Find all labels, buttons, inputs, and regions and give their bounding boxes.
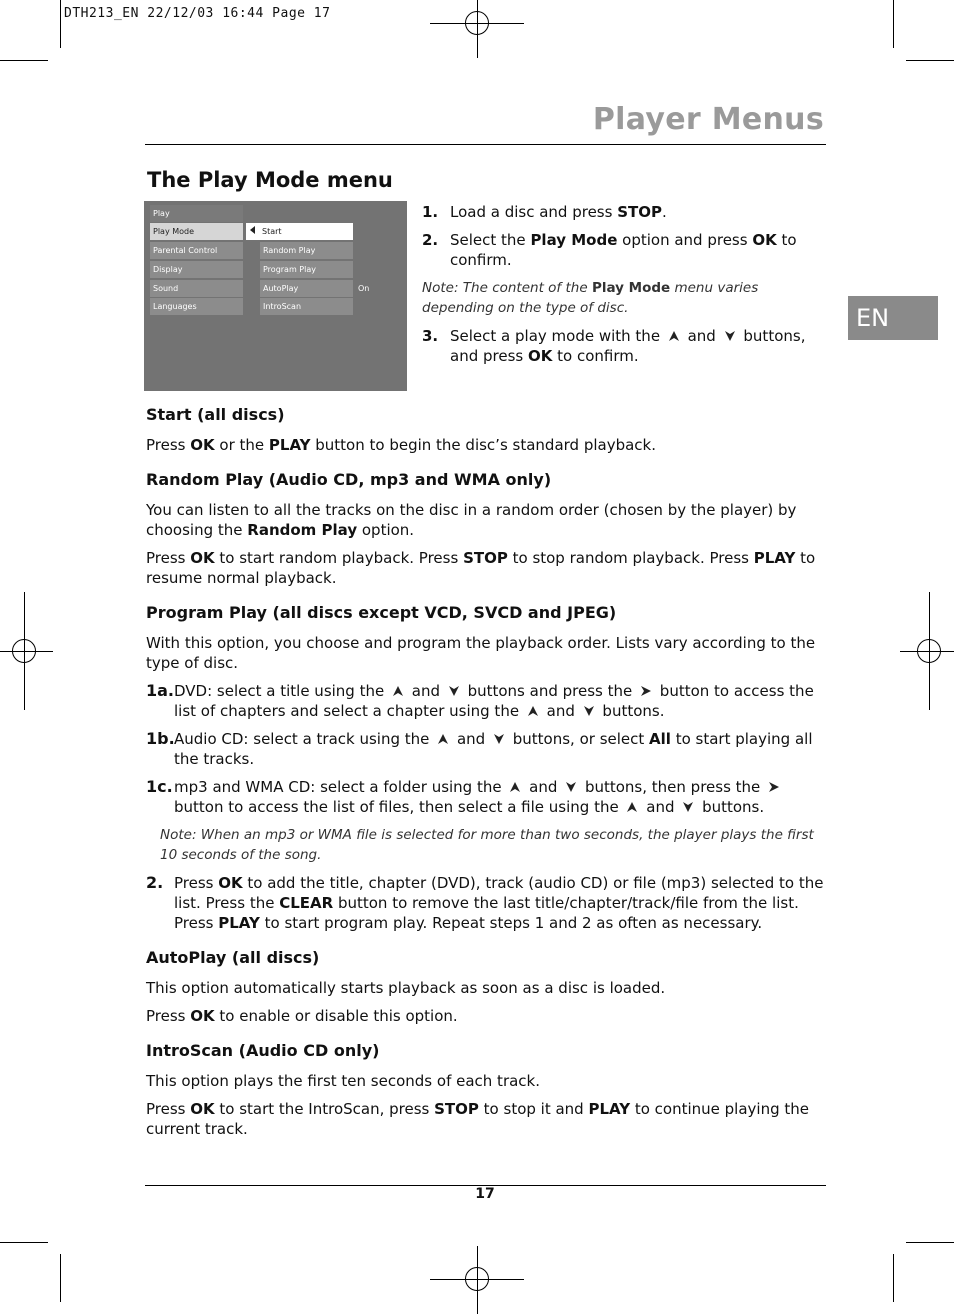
start-paragraph: Press OK or the PLAY button to begin the disc’s standard playback. <box>146 436 656 454</box>
introscan-paragraph-2: Press OK to start the IntroScan, press STOP to stop it and PLAY to continue playing the current track. <box>146 1100 810 1138</box>
section-heading: The Play Mode menu <box>147 168 393 192</box>
page-title: Player Menus <box>592 102 824 137</box>
step-number: 1a. <box>146 681 175 700</box>
up-arrow-icon <box>668 330 680 342</box>
osd-item-parental-control: Parental Control <box>150 242 243 259</box>
osd-option-random-play: Random Play <box>260 242 353 259</box>
crop-mark <box>60 1254 61 1302</box>
crop-mark <box>906 60 954 61</box>
introscan-paragraph-1: This option plays the first ten seconds of each track. <box>146 1072 540 1090</box>
osd-option-introscan: IntroScan <box>260 298 353 315</box>
program-play-note: Note: When an mp3 or WMA file is selected for more than two seconds, the player plays the first 10 seconds of the song. <box>160 827 814 863</box>
step-number: 2. <box>146 873 164 892</box>
osd-autoplay-value: On <box>358 284 370 293</box>
crop-mark <box>893 0 894 48</box>
crop-mark <box>0 60 48 61</box>
language-tab: EN <box>848 296 938 340</box>
crop-mark <box>60 0 61 48</box>
osd-item-display: Display <box>150 261 243 278</box>
up-arrow-icon <box>509 781 521 793</box>
page-number: 17 <box>475 1186 495 1202</box>
step-2: 2. Select the Play Mode option and press OK to confirm. <box>422 231 797 269</box>
right-arrow-icon <box>640 685 652 697</box>
crop-mark <box>0 1242 48 1243</box>
autoplay-heading: AutoPlay (all discs) <box>146 948 320 967</box>
down-arrow-icon <box>565 781 577 793</box>
registration-mark <box>454 1256 500 1302</box>
down-arrow-icon <box>583 705 595 717</box>
step-number: 3. <box>422 327 439 345</box>
step-number: 1. <box>422 203 439 221</box>
down-arrow-icon <box>493 733 505 745</box>
up-arrow-icon <box>626 801 638 813</box>
random-play-paragraph-1: You can listen to all the tracks on the disc in a random order (chosen by the player) by choosing the Random Play option. <box>146 501 797 539</box>
title-divider <box>145 144 826 145</box>
osd-option-program-play: Program Play <box>260 261 353 278</box>
start-heading: Start (all discs) <box>146 405 285 424</box>
osd-item-sound: Sound <box>150 280 243 297</box>
crop-mark <box>906 1242 954 1243</box>
up-arrow-icon <box>392 685 404 697</box>
step-number: 1c. <box>146 777 173 796</box>
print-slug: DTH213_EN 22/12/03 16:44 Page 17 <box>64 6 331 21</box>
osd-item-play-mode: Play Mode <box>150 223 243 240</box>
setup-steps <box>422 202 827 374</box>
step-3: 3. Select a play mode with the and buttons, and press OK to confirm. <box>422 327 806 365</box>
down-arrow-icon <box>448 685 460 697</box>
menu-note: Note: The content of the Play Mode menu varies depending on the type of disc. <box>422 280 759 316</box>
step-1: 1. Load a disc and press STOP. <box>422 203 667 221</box>
main-content <box>146 404 826 1147</box>
step-number: 2. <box>422 231 439 249</box>
step-2: 2. Press OK to add the title, chapter (DVD), track (audio CD) or file (mp3) selected to the list. Press the CLEAR button to remove the last title/chapter/track/file from the list. Press PLAY to start program play. Repeat steps 1 and 2 as often as necessary. <box>146 873 824 932</box>
down-arrow-icon <box>682 801 694 813</box>
crop-mark <box>893 1254 894 1302</box>
registration-mark <box>1 628 47 674</box>
step-1a: 1a. DVD: select a title using the and buttons and press the button to access the list of chapters and select a chapter using the and buttons. <box>146 681 814 720</box>
osd-item-languages: Languages <box>150 298 243 315</box>
left-arrow-icon <box>250 226 255 234</box>
autoplay-paragraph-2: Press OK to enable or disable this option. <box>146 1007 458 1025</box>
random-play-heading: Random Play (Audio CD, mp3 and WMA only) <box>146 470 552 489</box>
osd-option-start: Start <box>246 223 353 240</box>
introscan-heading: IntroScan (Audio CD only) <box>146 1041 380 1060</box>
osd-option-autoplay: AutoPlay <box>260 280 353 297</box>
step-number: 1b. <box>146 729 175 748</box>
up-arrow-icon <box>527 705 539 717</box>
step-1c: 1c. mp3 and WMA CD: select a folder using the and buttons, then press the button to access the list of files, then select a file using the and buttons. <box>146 777 826 817</box>
registration-mark <box>454 0 500 46</box>
osd-item-play: Play <box>150 205 243 222</box>
right-arrow-icon <box>768 781 780 793</box>
registration-mark <box>906 628 952 674</box>
up-arrow-icon <box>437 733 449 745</box>
down-arrow-icon <box>724 330 736 342</box>
program-play-intro: With this option, you choose and program the playback order. Lists vary according to the type of disc. <box>146 634 816 672</box>
play-mode-menu-screenshot <box>144 201 407 391</box>
random-play-paragraph-2: Press OK to start random playback. Press STOP to stop random playback. Press PLAY to resume normal playback. <box>146 549 816 587</box>
program-play-heading: Program Play (all discs except VCD, SVCD and JPEG) <box>146 603 617 622</box>
step-1b: 1b. Audio CD: select a track using the and buttons, or select All to start playing all the tracks. <box>146 729 813 768</box>
autoplay-paragraph-1: This option automatically starts playback as soon as a disc is loaded. <box>146 979 666 997</box>
